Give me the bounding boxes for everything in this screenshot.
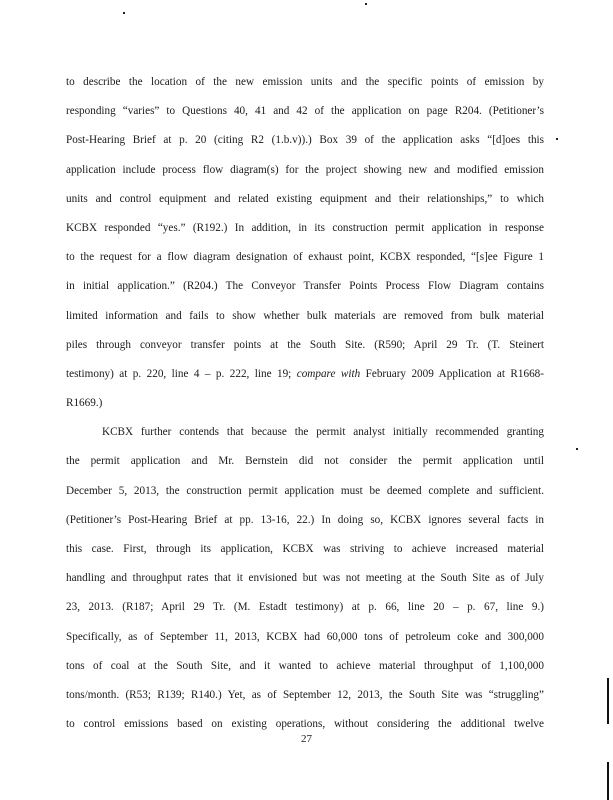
text-segment: 23, 2013. (R187; April 29 Tr. (M. Estadt testimony) at p. 66, line 20 – p. 67, line 9.)	[66, 601, 544, 614]
text-line	[66, 535, 544, 564]
text-segment: testimony) at p. 220, line 4 – p. 222, line 19;	[66, 367, 297, 380]
text-line	[66, 97, 544, 126]
italic-text: compare with	[296, 367, 361, 380]
text-line	[66, 681, 544, 710]
text-segment: KCBX responded “yes.” (R192.) In addition, in its construction permit application in response	[66, 221, 544, 234]
text-segment: responding “varies” to Questions 40, 41 and 42 of the application on page R204. (Petitioner’s	[66, 105, 544, 118]
text-line	[66, 623, 544, 652]
scan-speck	[576, 448, 578, 450]
text-line	[66, 126, 544, 155]
text-segment: KCBX further contends that because the permit analyst initially recommended granting	[102, 426, 544, 439]
text-line	[66, 506, 544, 535]
text-segment: the permit application and Mr. Bernstein did not consider the permit application until	[66, 455, 544, 468]
text-line	[66, 389, 544, 418]
scan-edge-mark	[607, 678, 609, 724]
text-segment: February 2009 Application at R1668-	[360, 367, 544, 380]
text-segment: tons/month. (R53; R139; R140.) Yet, as of September 12, 2013, the South Site was “struggling”	[66, 688, 544, 701]
text-line	[66, 652, 544, 681]
text-line	[66, 360, 544, 389]
text-line	[66, 185, 544, 214]
text-line	[66, 302, 544, 331]
text-segment: to describe the location of the new emission units and the specific points of emission by	[66, 76, 544, 88]
text-line	[66, 418, 544, 447]
text-line	[66, 477, 544, 506]
text-segment: tons of coal at the South Site, and it wanted to achieve material throughput of 1,100,000	[66, 659, 544, 672]
text-line	[66, 243, 544, 272]
scan-speck	[123, 12, 125, 14]
text-segment: this case. First, through its application, KCBX was striving to achieve increased material	[66, 543, 544, 555]
scan-speck	[556, 138, 558, 140]
text-segment: to the request for a flow diagram designation of exhaust point, KCBX responded, “[s]ee Figure 1	[66, 251, 544, 264]
document-body	[66, 68, 544, 739]
text-segment: piles through conveyor transfer points at the South Site. (R590; April 29 Tr. (T. Steinert	[66, 338, 544, 351]
text-line	[66, 156, 544, 185]
scan-edge-mark	[607, 762, 609, 800]
text-line	[66, 593, 544, 622]
text-line	[66, 68, 544, 97]
text-line	[66, 272, 544, 301]
text-segment: handling and throughput rates that it envisioned but was not meeting at the South Site as of July	[66, 572, 544, 585]
text-segment: R1669.)	[66, 397, 103, 410]
text-segment: December 5, 2013, the construction permit application must be deemed complete and sufficient.	[66, 484, 544, 497]
text-segment: to control emissions based on existing operations, without considering the additional twelve	[66, 718, 544, 731]
text-segment: units and control equipment and related existing equipment and their relationships,” to which	[66, 192, 544, 205]
text-line	[66, 331, 544, 360]
text-segment: limited information and fails to show whether bulk materials are removed from bulk material	[66, 309, 544, 322]
page-number: 27	[301, 733, 312, 745]
text-line	[66, 564, 544, 593]
text-line	[66, 447, 544, 476]
text-line	[66, 214, 544, 243]
text-segment: application include process flow diagram(s) for the project showing new and modified emission	[66, 163, 544, 176]
text-segment: in initial application.” (R204.) The Conveyor Transfer Points Process Flow Diagram contains	[66, 280, 544, 293]
text-segment: Post-Hearing Brief at p. 20 (citing R2 (1.b.v)).) Box 39 of the application asks “[d]oes this	[66, 134, 544, 147]
scan-speck	[365, 3, 367, 5]
text-segment: (Petitioner’s Post-Hearing Brief at pp. 13-16, 22.) In doing so, KCBX ignores several facts in	[66, 513, 544, 526]
text-segment: Specifically, as of September 11, 2013, KCBX had 60,000 tons of petroleum coke and 300,000	[66, 630, 544, 643]
